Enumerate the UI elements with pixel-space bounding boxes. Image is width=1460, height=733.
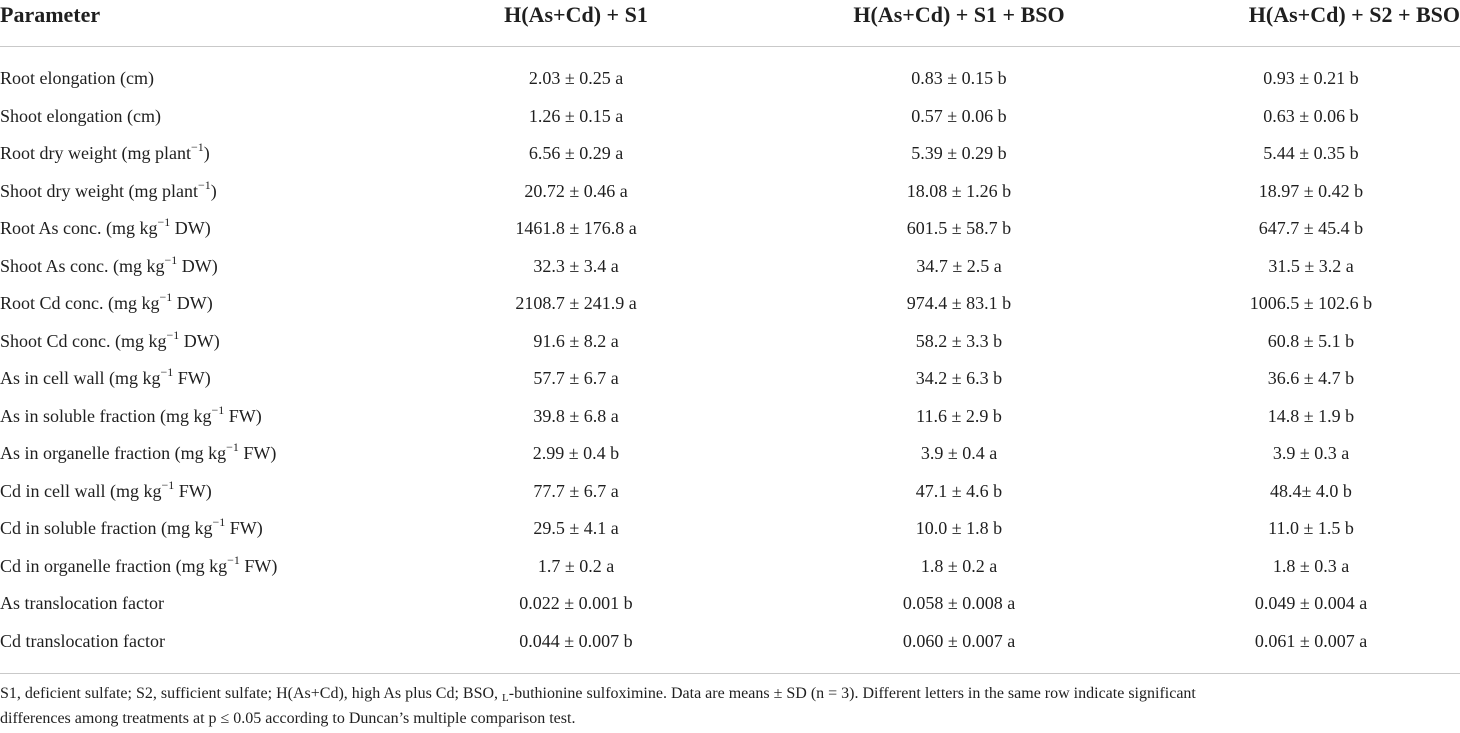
parameter-cell bbox=[0, 135, 210, 173]
table-row bbox=[0, 510, 1460, 548]
value-cell: 11.0 ± 1.5 b bbox=[1268, 518, 1354, 538]
value-cell: 1.26 ± 0.15 a bbox=[528, 105, 624, 126]
value-cell: 18.08 ± 1.26 b bbox=[906, 180, 1012, 201]
unit-suffix: FW) bbox=[225, 518, 263, 538]
value-cell: 32.3 ± 3.4 a bbox=[533, 255, 619, 276]
header-s2-bso: H(As+Cd) + S2 + BSO bbox=[1248, 2, 1460, 27]
value-cell: 974.4 ± 83.1 b bbox=[906, 293, 1012, 313]
value-cell: 1.8 ± 0.3 a bbox=[1272, 555, 1350, 576]
value-cell: 0.058 ± 0.008 a bbox=[902, 593, 1016, 613]
header-s1: H(As+Cd) + S1 bbox=[504, 2, 648, 27]
value-cell: 77.7 ± 6.7 a bbox=[533, 480, 619, 501]
value-cell: 31.5 ± 3.2 a bbox=[1268, 255, 1354, 276]
parameter-label: As in organelle fraction (mg kg bbox=[0, 443, 227, 463]
parameter-cell bbox=[0, 585, 164, 623]
footnote-line-2: differences among treatments at p ≤ 0.05 according to Duncan’s multiple comparison test. bbox=[0, 710, 576, 727]
unit-exponent: −1 bbox=[164, 252, 178, 267]
parameter-cell bbox=[0, 360, 211, 398]
table-footnote bbox=[0, 682, 1460, 731]
value-cell: 0.83 ± 0.15 b bbox=[911, 68, 1007, 88]
value-cell: 0.63 ± 0.06 b bbox=[1263, 105, 1359, 126]
value-cell: 2.03 ± 0.25 a bbox=[528, 68, 624, 88]
footnote-part-a: S1, deficient sulfate; S2, sufficient sulfate; H(As+Cd), high As plus Cd; BSO, bbox=[0, 685, 503, 702]
parameter-cell bbox=[0, 435, 276, 473]
value-cell: 3.9 ± 0.3 a bbox=[1272, 443, 1350, 463]
value-cell: 1.7 ± 0.2 a bbox=[537, 555, 615, 576]
table-body bbox=[0, 47, 1460, 674]
value-cell: 1.8 ± 0.2 a bbox=[920, 555, 998, 576]
value-cell: 0.022 ± 0.001 b bbox=[519, 593, 633, 613]
value-cell: 48.4± 4.0 b bbox=[1270, 480, 1352, 501]
unit-exponent: −1 bbox=[157, 215, 171, 229]
unit-exponent: −1 bbox=[159, 290, 173, 304]
unit-exponent: −1 bbox=[227, 552, 240, 567]
parameter-cell bbox=[0, 210, 211, 248]
parameter-cell bbox=[0, 248, 218, 286]
value-cell: 601.5 ± 58.7 b bbox=[906, 218, 1012, 238]
unit-exponent: −1 bbox=[190, 140, 204, 154]
parameter-cell bbox=[0, 473, 212, 511]
table-row bbox=[0, 173, 1460, 211]
value-cell: 36.6 ± 4.7 b bbox=[1267, 368, 1355, 388]
value-cell: 2.99 ± 0.4 b bbox=[532, 443, 620, 463]
parameter-label: Root elongation (cm) bbox=[0, 68, 154, 88]
unit-suffix: DW) bbox=[177, 255, 218, 276]
parameter-cell bbox=[0, 623, 165, 661]
value-cell: 20.72 ± 0.46 a bbox=[524, 180, 628, 201]
value-cell: 0.060 ± 0.007 a bbox=[902, 630, 1016, 651]
value-cell: 0.93 ± 0.21 b bbox=[1263, 68, 1359, 88]
table-row bbox=[0, 585, 1460, 623]
value-cell: 34.2 ± 6.3 b bbox=[915, 368, 1003, 388]
table-row bbox=[0, 473, 1460, 511]
parameter-cell bbox=[0, 173, 217, 211]
value-cell: 47.1 ± 4.6 b bbox=[915, 480, 1003, 501]
unit-suffix: DW) bbox=[172, 293, 213, 313]
parameter-label: Root Cd conc. (mg kg bbox=[0, 293, 160, 313]
value-cell: 1461.8 ± 176.8 a bbox=[515, 218, 637, 238]
table-row bbox=[0, 285, 1460, 323]
parameter-label: As translocation factor bbox=[0, 593, 164, 613]
footnote-l-prefix: L bbox=[502, 692, 509, 704]
footnote-line-1 bbox=[0, 682, 1460, 707]
table-row bbox=[0, 435, 1460, 473]
parameter-label: Cd in cell wall (mg kg bbox=[0, 480, 162, 501]
unit-suffix: FW) bbox=[174, 480, 212, 501]
parameter-label: Shoot dry weight (mg plant bbox=[0, 180, 198, 201]
value-cell: 34.7 ± 2.5 a bbox=[916, 255, 1002, 276]
value-cell: 18.97 ± 0.42 b bbox=[1258, 180, 1364, 201]
unit-exponent: −1 bbox=[166, 327, 180, 342]
value-cell: 91.6 ± 8.2 a bbox=[533, 330, 619, 351]
unit-suffix: DW) bbox=[179, 330, 220, 351]
value-cell: 0.049 ± 0.004 a bbox=[1254, 593, 1368, 613]
table-row bbox=[0, 98, 1460, 136]
value-cell: 57.7 ± 6.7 a bbox=[533, 368, 619, 388]
unit-suffix: FW) bbox=[238, 443, 277, 463]
table-row bbox=[0, 360, 1460, 398]
unit-exponent: −1 bbox=[212, 515, 226, 529]
parameter-label: Root As conc. (mg kg bbox=[0, 218, 158, 238]
value-cell: 11.6 ± 2.9 b bbox=[916, 405, 1002, 426]
parameter-cell bbox=[0, 510, 263, 548]
value-cell: 14.8 ± 1.9 b bbox=[1267, 405, 1355, 426]
parameter-cell bbox=[0, 60, 154, 98]
unit-exponent: −1 bbox=[161, 477, 175, 492]
parameter-label: Cd in soluble fraction (mg kg bbox=[0, 518, 213, 538]
table-row bbox=[0, 248, 1460, 286]
value-cell: 5.44 ± 0.35 b bbox=[1263, 143, 1359, 163]
value-cell: 1006.5 ± 102.6 b bbox=[1249, 293, 1373, 313]
parameter-label: As in soluble fraction (mg kg bbox=[0, 405, 212, 426]
table-row bbox=[0, 398, 1460, 436]
unit-suffix: ) bbox=[210, 180, 217, 201]
value-cell: 2108.7 ± 241.9 a bbox=[515, 293, 637, 313]
header-s1-bso: H(As+Cd) + S1 + BSO bbox=[853, 2, 1065, 27]
table-row bbox=[0, 323, 1460, 361]
table-row bbox=[0, 210, 1460, 248]
value-cell: 6.56 ± 0.29 a bbox=[528, 143, 624, 163]
parameter-label: Shoot elongation (cm) bbox=[0, 105, 161, 126]
unit-suffix: FW) bbox=[239, 555, 278, 576]
value-cell: 29.5 ± 4.1 a bbox=[533, 518, 619, 538]
value-cell: 0.061 ± 0.007 a bbox=[1254, 630, 1368, 651]
parameter-label: As in cell wall (mg kg bbox=[0, 368, 161, 388]
value-cell: 58.2 ± 3.3 b bbox=[915, 330, 1003, 351]
value-cell: 0.57 ± 0.06 b bbox=[911, 105, 1007, 126]
value-cell: 39.8 ± 6.8 a bbox=[533, 405, 619, 426]
parameter-label: Root dry weight (mg plant bbox=[0, 143, 191, 163]
unit-exponent: −1 bbox=[226, 440, 239, 454]
unit-exponent: −1 bbox=[211, 402, 225, 417]
parameter-label: Shoot Cd conc. (mg kg bbox=[0, 330, 167, 351]
unit-exponent: −1 bbox=[160, 365, 174, 379]
unit-suffix: ) bbox=[203, 143, 210, 163]
table-row bbox=[0, 60, 1460, 98]
parameter-label: Shoot As conc. (mg kg bbox=[0, 255, 165, 276]
parameter-cell bbox=[0, 98, 161, 136]
unit-suffix: DW) bbox=[170, 218, 211, 238]
value-cell: 3.9 ± 0.4 a bbox=[920, 443, 998, 463]
value-cell: 647.7 ± 45.4 b bbox=[1258, 218, 1364, 238]
table-row bbox=[0, 135, 1460, 173]
unit-suffix: FW) bbox=[224, 405, 262, 426]
parameter-cell bbox=[0, 548, 277, 586]
value-cell: 60.8 ± 5.1 b bbox=[1267, 330, 1355, 351]
table-row bbox=[0, 548, 1460, 586]
parameter-label: Cd in organelle fraction (mg kg bbox=[0, 555, 228, 576]
value-cell: 5.39 ± 0.29 b bbox=[911, 143, 1007, 163]
header-parameter: Parameter bbox=[0, 2, 101, 27]
footnote-part-b: -buthionine sulfoximine. Data are means ± SD (n = 3). Different letters in the same row indicate significant bbox=[508, 685, 1196, 702]
table-row bbox=[0, 623, 1460, 661]
parameter-label: Cd translocation factor bbox=[0, 630, 165, 651]
table-header bbox=[0, 0, 1460, 47]
unit-suffix: FW) bbox=[173, 368, 211, 388]
value-cell: 0.044 ± 0.007 b bbox=[519, 630, 633, 651]
value-cell: 10.0 ± 1.8 b bbox=[915, 518, 1003, 538]
parameter-cell bbox=[0, 323, 220, 361]
parameter-cell bbox=[0, 285, 213, 323]
parameter-cell bbox=[0, 398, 262, 436]
unit-exponent: −1 bbox=[197, 177, 211, 192]
